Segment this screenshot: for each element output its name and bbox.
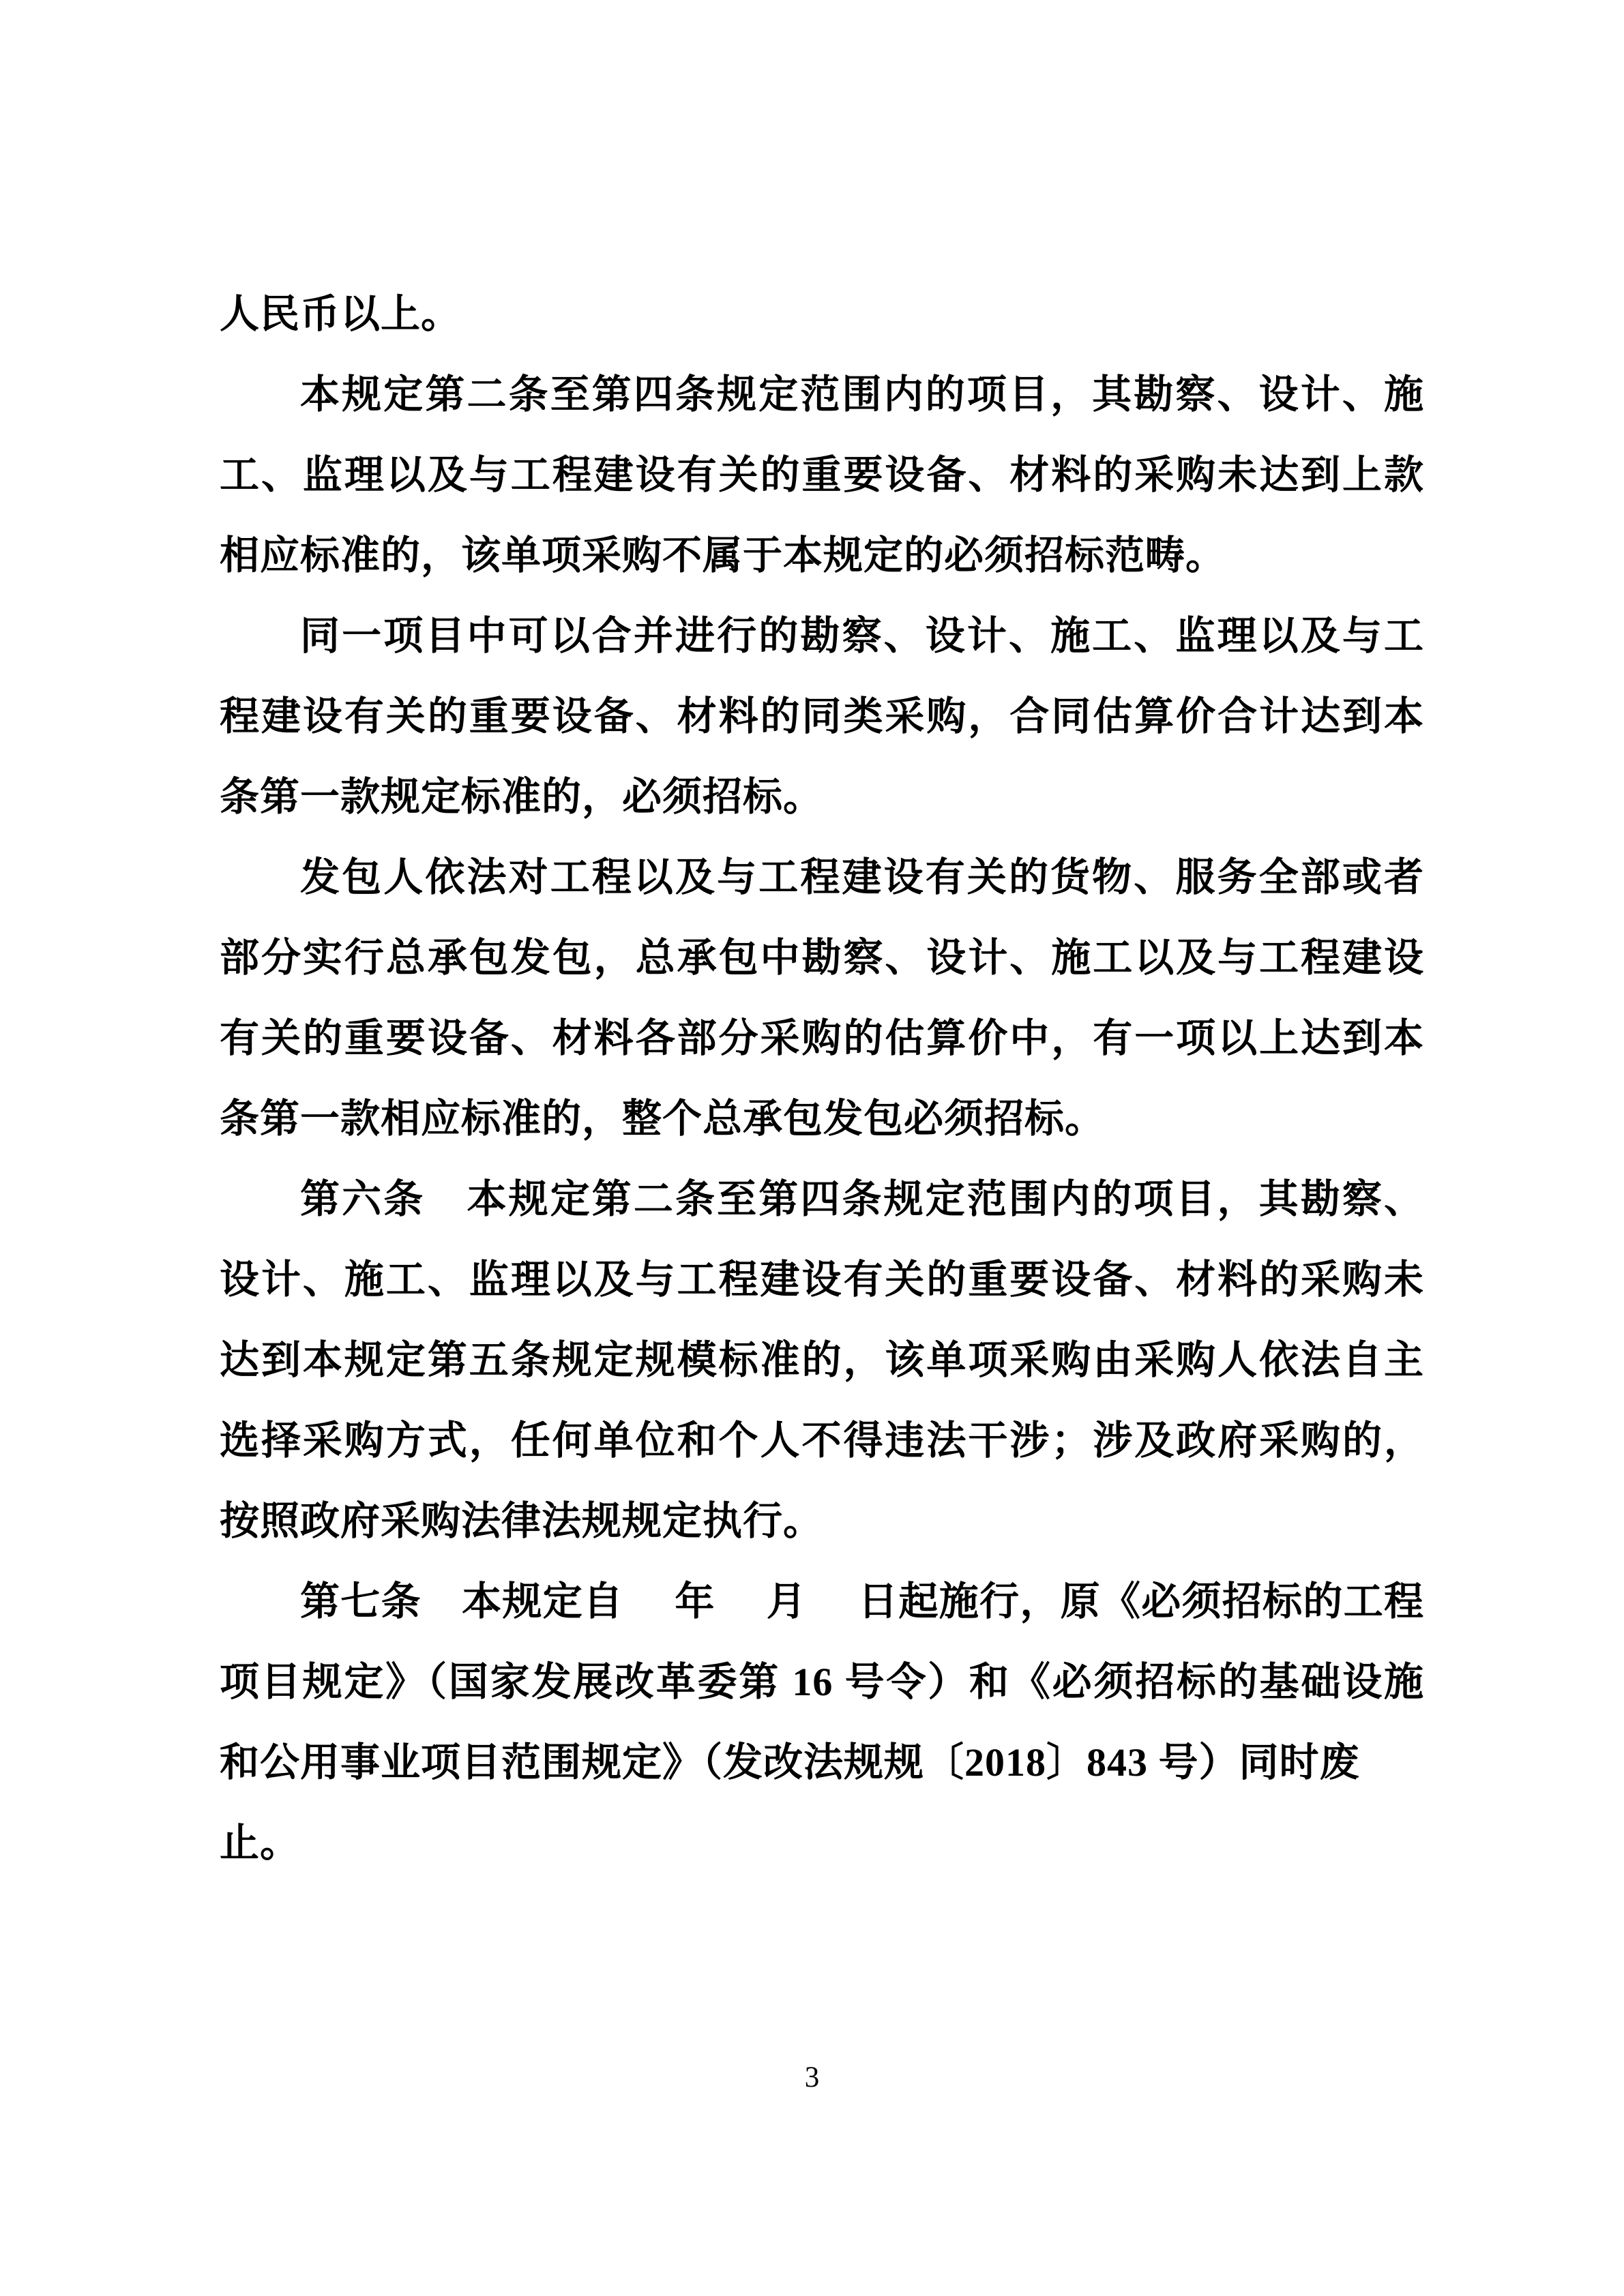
paragraph (220, 355, 1424, 596)
text-line: 条第一款规定标准的，必须招标。 (220, 775, 824, 819)
text-block (220, 274, 1424, 1883)
text-line: 同一项目中可以合并进行的勘察、设计、施工、监理以及与工 (300, 614, 1424, 658)
text-line: 工、监理以及与工程建设有关的重要设备、材料的采购未达到上款 (220, 453, 1424, 497)
text-line: 相应标准的，该单项采购不属于本规定的必须招标范畴。 (220, 533, 1226, 578)
text-line: 达到本规定第五条规定规模标准的，该单项采购由采购人依法自主 (220, 1338, 1424, 1382)
text-line: 设计、施工、监理以及与工程建设有关的重要设备、材料的采购未 (220, 1257, 1424, 1302)
text-line: 第六条 本规定第二条至第四条规定范围内的项目，其勘察、 (300, 1177, 1424, 1221)
text-line: 第七条 本规定自 年 月 日起施行，原《必须招标的工程 (300, 1579, 1424, 1624)
paragraph (220, 596, 1424, 837)
text-line: 程建设有关的重要设备、材料的同类采购，合同估算价合计达到本 (220, 694, 1424, 739)
text-line: 部分实行总承包发包，总承包中勘察、设计、施工以及与工程建设 (220, 936, 1424, 980)
text-line: 有关的重要设备、材料各部分采购的估算价中，有一项以上达到本 (220, 1016, 1424, 1060)
paragraph (220, 1159, 1424, 1562)
paragraph (220, 274, 1424, 355)
text-line: 发包人依法对工程以及与工程建设有关的货物、服务全部或者 (300, 855, 1424, 899)
text-line: 项目规定》（国家发展改革委第 16 号令）和《必须招标的基础设施 (220, 1660, 1424, 1704)
text-line: 条第一款相应标准的，整个总承包发包必须招标。 (220, 1097, 1106, 1141)
text-line: 本规定第二条至第四条规定范围内的项目，其勘察、设计、施 (300, 372, 1424, 417)
page-footer (0, 2061, 1624, 2094)
text-line: 按照政府采购法律法规规定执行。 (220, 1499, 824, 1543)
paragraph (220, 1562, 1424, 1883)
text-line: 人民币以上。 (220, 292, 462, 336)
text-line: 选择采购方式，任何单位和个人不得违法干涉；涉及政府采购的， (220, 1418, 1424, 1463)
page-number: 3 (804, 2061, 820, 2093)
text-line: 和公用事业项目范围规定》（发改法规规〔2018〕843 号）同时废止。 (220, 1740, 1360, 1865)
paragraph (220, 837, 1424, 1159)
